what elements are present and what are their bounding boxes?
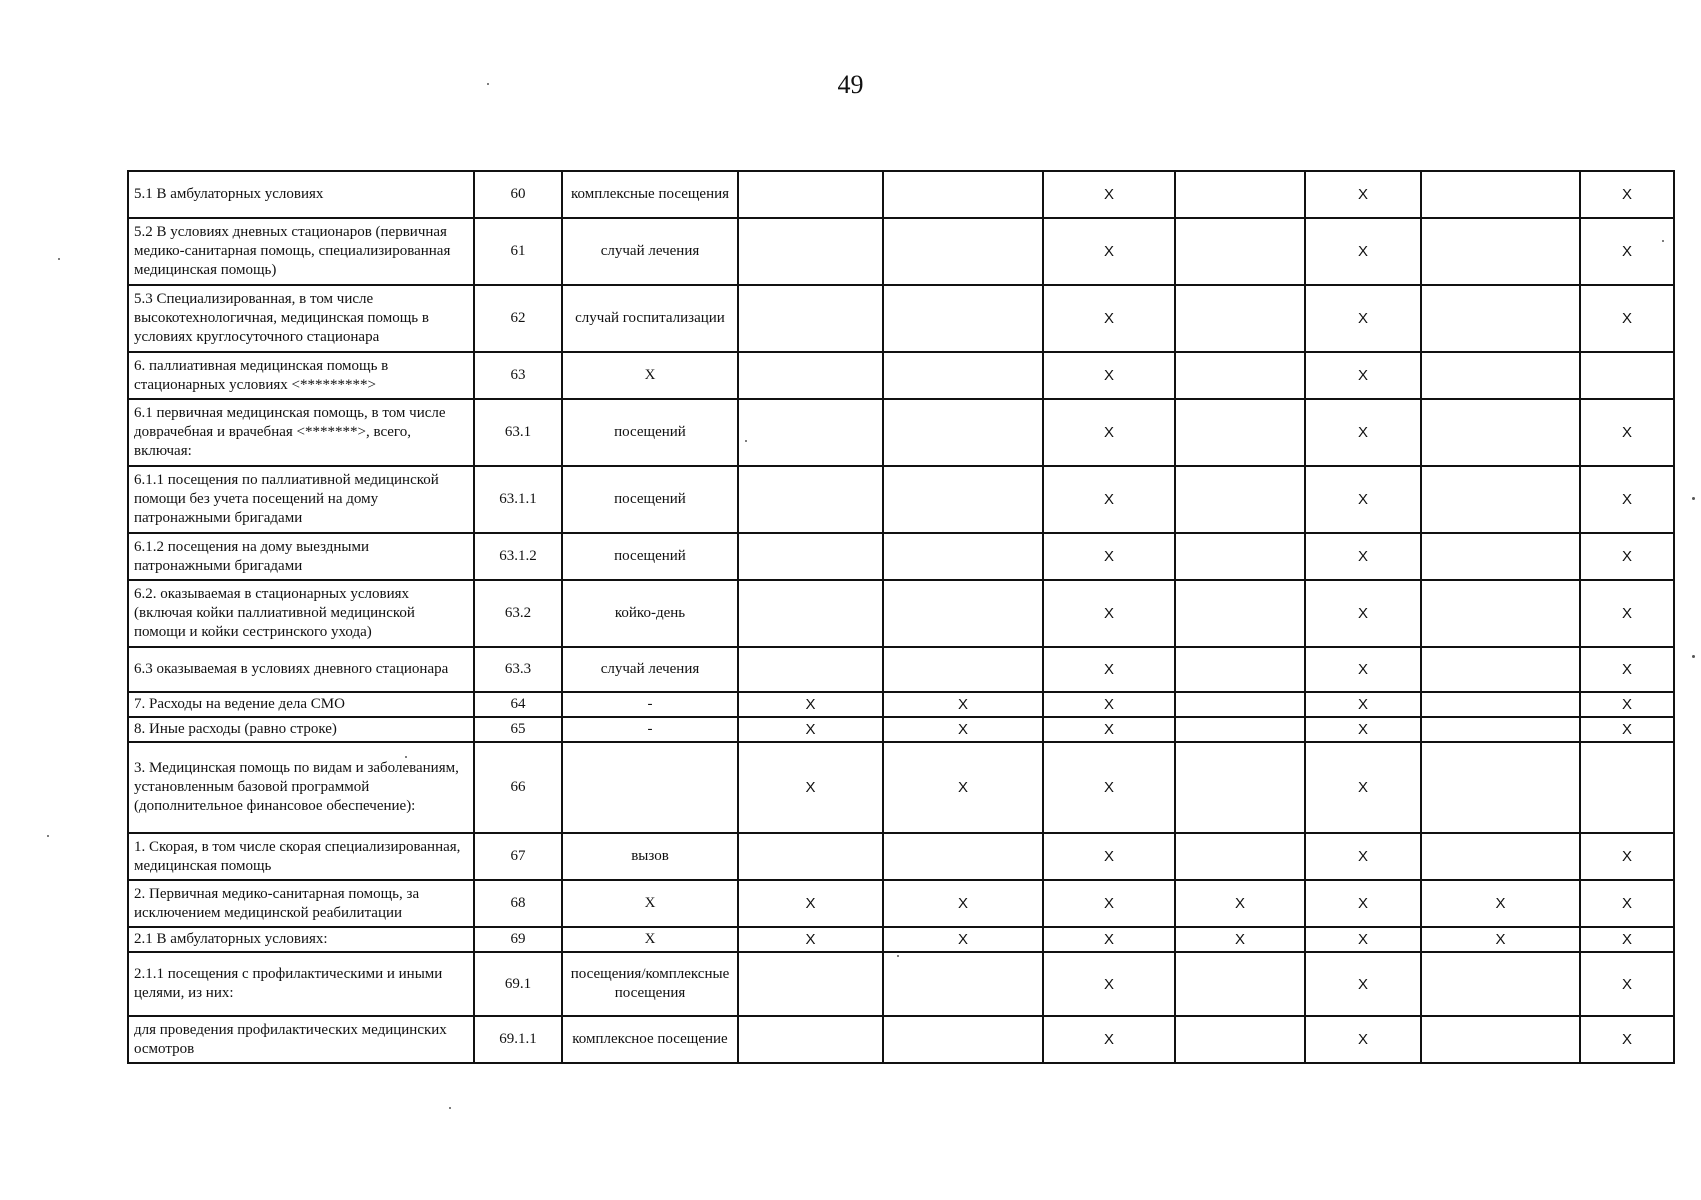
value-cell: Х <box>1580 647 1674 692</box>
scan-speck <box>1662 240 1664 242</box>
value-cell: Х <box>1305 717 1421 742</box>
row-unit: койко-день <box>562 580 738 647</box>
value-cell: Х <box>1043 880 1175 927</box>
row-name: 5.1 В амбулаторных условиях <box>128 171 474 218</box>
value-cell: Х <box>883 927 1043 952</box>
scan-speck <box>487 83 489 85</box>
table-row <box>128 927 1674 952</box>
value-cell <box>738 218 883 285</box>
value-cell: Х <box>1043 580 1175 647</box>
value-cell <box>738 285 883 352</box>
value-cell: Х <box>883 692 1043 717</box>
row-unit <box>562 742 738 833</box>
value-cell: Х <box>1305 647 1421 692</box>
row-name: 2.1.1 посещения с профилактическими и иными целями, из них: <box>128 952 474 1016</box>
value-cell: Х <box>1043 171 1175 218</box>
table-row <box>128 580 1674 647</box>
value-cell <box>1421 692 1580 717</box>
table-row <box>128 833 1674 880</box>
value-cell: Х <box>1580 692 1674 717</box>
row-unit: посещений <box>562 466 738 533</box>
row-unit: Х <box>562 927 738 952</box>
value-cell <box>1580 352 1674 399</box>
value-cell: Х <box>1580 171 1674 218</box>
value-cell: Х <box>1043 927 1175 952</box>
value-cell <box>1175 466 1305 533</box>
value-cell <box>1175 692 1305 717</box>
row-number: 63.1 <box>474 399 562 466</box>
value-cell <box>1175 533 1305 580</box>
scan-speck <box>745 440 747 442</box>
table-row <box>128 285 1674 352</box>
value-cell: Х <box>1580 218 1674 285</box>
value-cell: Х <box>1421 880 1580 927</box>
value-cell <box>883 833 1043 880</box>
value-cell: Х <box>1580 533 1674 580</box>
scan-speck <box>405 756 407 758</box>
financing-table <box>127 170 1675 1064</box>
row-unit: посещения/комплексные посещения <box>562 952 738 1016</box>
value-cell <box>883 399 1043 466</box>
row-name: 2. Первичная медико-санитарная помощь, за исключением медицинской реабилитации <box>128 880 474 927</box>
value-cell: Х <box>1305 218 1421 285</box>
row-unit: Х <box>562 880 738 927</box>
row-number: 63.1.1 <box>474 466 562 533</box>
value-cell: Х <box>1305 927 1421 952</box>
row-number: 61 <box>474 218 562 285</box>
value-cell <box>738 647 883 692</box>
value-cell: Х <box>883 717 1043 742</box>
value-cell <box>738 171 883 218</box>
row-name: 8. Иные расходы (равно строке) <box>128 717 474 742</box>
value-cell <box>1421 1016 1580 1063</box>
value-cell: Х <box>1043 466 1175 533</box>
row-name: 6.3 оказываемая в условиях дневного стационара <box>128 647 474 692</box>
table-row <box>128 880 1674 927</box>
value-cell: Х <box>1305 399 1421 466</box>
table-row <box>128 717 1674 742</box>
value-cell: Х <box>1043 285 1175 352</box>
row-number: 69.1.1 <box>474 1016 562 1063</box>
value-cell: Х <box>1305 880 1421 927</box>
row-name: 6.1.2 посещения на дому выездными патронажными бригадами <box>128 533 474 580</box>
value-cell: Х <box>1175 880 1305 927</box>
table-row <box>128 647 1674 692</box>
value-cell <box>738 399 883 466</box>
row-number: 68 <box>474 880 562 927</box>
value-cell <box>1421 466 1580 533</box>
row-number: 65 <box>474 717 562 742</box>
value-cell: Х <box>1043 692 1175 717</box>
value-cell: Х <box>1175 927 1305 952</box>
value-cell <box>883 466 1043 533</box>
value-cell: Х <box>883 742 1043 833</box>
value-cell: Х <box>1043 647 1175 692</box>
row-unit: случай лечения <box>562 218 738 285</box>
row-name: 6.1.1 посещения по паллиативной медицинской помощи без учета посещений на дому патронажными бригадами <box>128 466 474 533</box>
row-name: 5.3 Специализированная, в том числе высокотехнологичная, медицинская помощь в условиях круглосуточного стационара <box>128 285 474 352</box>
value-cell: Х <box>1305 1016 1421 1063</box>
value-cell: Х <box>1305 171 1421 218</box>
row-unit: Х <box>562 352 738 399</box>
value-cell <box>1421 717 1580 742</box>
row-unit: случай лечения <box>562 647 738 692</box>
value-cell <box>1421 742 1580 833</box>
value-cell <box>883 1016 1043 1063</box>
value-cell <box>1421 647 1580 692</box>
value-cell: Х <box>1043 218 1175 285</box>
value-cell <box>1175 218 1305 285</box>
value-cell <box>738 952 883 1016</box>
value-cell: Х <box>738 742 883 833</box>
row-unit: комплексное посещение <box>562 1016 738 1063</box>
value-cell <box>1421 352 1580 399</box>
value-cell <box>1421 171 1580 218</box>
value-cell <box>1175 171 1305 218</box>
value-cell <box>1175 1016 1305 1063</box>
table-body <box>128 171 1674 1063</box>
value-cell: Х <box>1043 952 1175 1016</box>
value-cell: Х <box>738 717 883 742</box>
row-unit: - <box>562 717 738 742</box>
value-cell <box>883 647 1043 692</box>
scan-speck <box>58 258 60 260</box>
value-cell <box>738 833 883 880</box>
row-number: 63.2 <box>474 580 562 647</box>
value-cell <box>883 218 1043 285</box>
value-cell: Х <box>1043 742 1175 833</box>
row-number: 62 <box>474 285 562 352</box>
value-cell: Х <box>1580 285 1674 352</box>
row-unit: - <box>562 692 738 717</box>
value-cell: Х <box>1580 952 1674 1016</box>
value-cell <box>1175 833 1305 880</box>
scan-speck <box>1692 655 1695 658</box>
value-cell: Х <box>1305 833 1421 880</box>
value-cell <box>1175 647 1305 692</box>
table-row <box>128 218 1674 285</box>
value-cell: Х <box>1043 717 1175 742</box>
value-cell: Х <box>1305 285 1421 352</box>
page-number: 49 <box>837 70 864 99</box>
value-cell: Х <box>1043 833 1175 880</box>
value-cell <box>883 352 1043 399</box>
value-cell <box>1421 218 1580 285</box>
value-cell: Х <box>1043 533 1175 580</box>
row-unit: случай госпитализации <box>562 285 738 352</box>
row-number: 63.1.2 <box>474 533 562 580</box>
row-name: 5.2 В условиях дневных стационаров (первичная медико-санитарная помощь, специализированная медицинская помощь) <box>128 218 474 285</box>
value-cell: Х <box>1580 833 1674 880</box>
value-cell: Х <box>1305 533 1421 580</box>
value-cell <box>1175 742 1305 833</box>
value-cell: Х <box>738 880 883 927</box>
value-cell: Х <box>1580 580 1674 647</box>
value-cell: Х <box>1305 466 1421 533</box>
value-cell <box>1421 533 1580 580</box>
row-number: 69 <box>474 927 562 952</box>
row-number: 63.3 <box>474 647 562 692</box>
value-cell <box>1421 399 1580 466</box>
table-row <box>128 399 1674 466</box>
value-cell <box>883 580 1043 647</box>
row-name: для проведения профилактических медицинских осмотров <box>128 1016 474 1063</box>
table-row <box>128 742 1674 833</box>
value-cell: Х <box>738 692 883 717</box>
row-unit: вызов <box>562 833 738 880</box>
row-name: 6. паллиативная медицинская помощь в стационарных условиях <*********> <box>128 352 474 399</box>
row-name: 6.1 первичная медицинская помощь, в том числе доврачебная и врачебная <*******>, всего, включая: <box>128 399 474 466</box>
table-row <box>128 352 1674 399</box>
value-cell <box>738 1016 883 1063</box>
row-number: 64 <box>474 692 562 717</box>
value-cell <box>1421 833 1580 880</box>
value-cell: Х <box>1305 952 1421 1016</box>
value-cell <box>1175 580 1305 647</box>
value-cell <box>738 533 883 580</box>
value-cell: Х <box>1580 1016 1674 1063</box>
value-cell: Х <box>1305 742 1421 833</box>
value-cell: Х <box>883 880 1043 927</box>
row-name: 3. Медицинская помощь по видам и заболеваниям, установленным базовой программой (дополнительное финансовое обеспечение): <box>128 742 474 833</box>
value-cell: Х <box>1305 352 1421 399</box>
row-unit: посещений <box>562 399 738 466</box>
value-cell <box>1175 717 1305 742</box>
row-name: 2.1 В амбулаторных условиях: <box>128 927 474 952</box>
row-name: 6.2. оказываемая в стационарных условиях (включая койки паллиативной медицинской помощи и койки сестринского ухода) <box>128 580 474 647</box>
value-cell <box>1421 952 1580 1016</box>
value-cell <box>738 352 883 399</box>
table-row <box>128 692 1674 717</box>
table-row <box>128 533 1674 580</box>
value-cell <box>1175 352 1305 399</box>
scan-speck <box>47 835 49 837</box>
value-cell <box>883 171 1043 218</box>
table-row <box>128 171 1674 218</box>
value-cell: Х <box>1305 692 1421 717</box>
row-unit: комплексные посещения <box>562 171 738 218</box>
row-number: 67 <box>474 833 562 880</box>
value-cell <box>883 533 1043 580</box>
row-unit: посещений <box>562 533 738 580</box>
value-cell: Х <box>1580 717 1674 742</box>
scan-speck <box>1692 497 1695 500</box>
value-cell <box>1175 952 1305 1016</box>
value-cell: Х <box>1580 399 1674 466</box>
value-cell: Х <box>1305 580 1421 647</box>
value-cell <box>1175 399 1305 466</box>
value-cell <box>1421 285 1580 352</box>
row-number: 69.1 <box>474 952 562 1016</box>
table-row <box>128 1016 1674 1063</box>
value-cell: Х <box>1421 927 1580 952</box>
value-cell <box>738 580 883 647</box>
value-cell <box>883 952 1043 1016</box>
value-cell <box>1175 285 1305 352</box>
value-cell: Х <box>1580 466 1674 533</box>
row-name: 7. Расходы на ведение дела СМО <box>128 692 474 717</box>
scan-speck <box>897 955 899 957</box>
scan-speck <box>449 1107 451 1109</box>
row-number: 66 <box>474 742 562 833</box>
value-cell: Х <box>1043 1016 1175 1063</box>
value-cell: Х <box>1580 927 1674 952</box>
value-cell <box>883 285 1043 352</box>
row-number: 63 <box>474 352 562 399</box>
value-cell <box>1580 742 1674 833</box>
value-cell: Х <box>1043 399 1175 466</box>
value-cell <box>1421 580 1580 647</box>
table-row <box>128 466 1674 533</box>
value-cell: Х <box>1580 880 1674 927</box>
row-number: 60 <box>474 171 562 218</box>
table-row <box>128 952 1674 1016</box>
row-name: 1. Скорая, в том числе скорая специализированная, медицинская помощь <box>128 833 474 880</box>
value-cell: Х <box>738 927 883 952</box>
value-cell <box>738 466 883 533</box>
value-cell: Х <box>1043 352 1175 399</box>
